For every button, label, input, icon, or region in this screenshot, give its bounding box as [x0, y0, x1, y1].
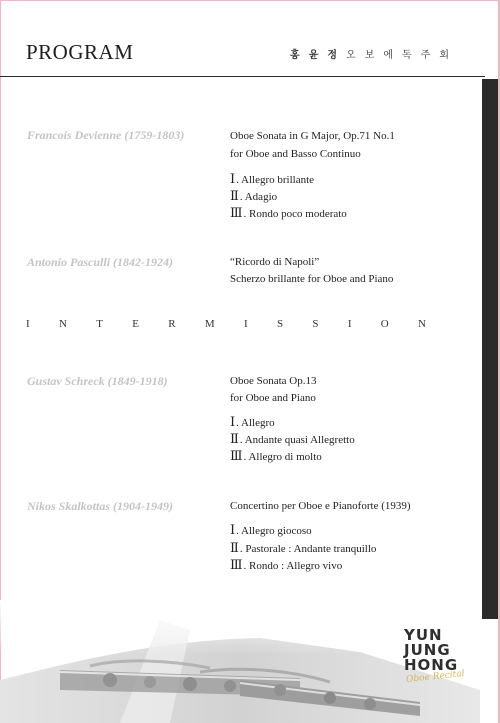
movement-item: [230, 431, 355, 447]
movement-item: [230, 540, 376, 556]
movement-text: . Andante quasi Allegretto: [239, 434, 355, 446]
movement-number: Ⅱ: [230, 540, 239, 555]
movement-number: Ⅲ: [230, 448, 243, 463]
composer-skalkottas: Nikos Skalkottas (1904-1949): [27, 499, 174, 513]
logo-line-jung: JUNG: [404, 641, 451, 659]
intermission-letter: S: [312, 318, 319, 330]
movement-number: Ⅰ: [230, 171, 236, 186]
movement-item: [230, 414, 275, 430]
piece-subtitle-line: for Oboe and Piano: [230, 392, 316, 404]
piece-subtitle-line: Scherzo brillante for Oboe and Piano: [230, 273, 394, 285]
movement-item: [230, 448, 322, 464]
recital-logo: [404, 626, 466, 686]
piece-subtitle-line: for Oboe and Basso Continuo: [230, 148, 361, 160]
logo-line-hong: HONG: [404, 656, 459, 674]
composer-schreck: Gustav Schreck (1849-1918): [27, 374, 168, 388]
movement-text: . Rondo poco moderato: [243, 208, 347, 220]
page-title: PROGRAM: [26, 40, 134, 64]
movement-text: . Allegro brillante: [236, 174, 315, 186]
intermission-letter: I: [244, 318, 248, 330]
movement-text: . Allegro giocoso: [236, 525, 312, 537]
intermission-letter: M: [204, 318, 215, 330]
piece-title-line: Oboe Sonata in G Major, Op.71 No.1: [230, 130, 395, 142]
intermission-letter: E: [132, 318, 139, 330]
movement-number: Ⅰ: [230, 414, 236, 429]
frame-top-border: [0, 0, 500, 1]
movement-number: Ⅲ: [230, 557, 243, 572]
movement-item: [230, 522, 312, 538]
header-divider: [0, 76, 485, 77]
piece-title-line: “Ricordo di Napoli”: [230, 256, 320, 268]
intermission-letter: S: [276, 318, 284, 330]
intermission-label: [26, 318, 426, 330]
intermission-letter: O: [380, 318, 389, 330]
movement-number: Ⅱ: [230, 188, 239, 203]
logo-line-yun: YUN: [404, 626, 443, 644]
movement-item: [230, 205, 347, 221]
logo-script-text: Oboe Recital: [405, 668, 466, 686]
movement-item: [230, 557, 342, 573]
movement-text: . Allegro di molto: [243, 451, 322, 463]
intermission-letter: N: [418, 318, 426, 330]
piece-title-line: Oboe Sonata Op.13: [230, 375, 317, 387]
piece-title-line: Concertino per Oboe e Pianoforte (1939): [230, 500, 411, 512]
intermission-letter: I: [26, 318, 30, 330]
performer-name: 홍윤정: [290, 50, 347, 61]
movement-number: Ⅱ: [230, 431, 239, 446]
intermission-letter: I: [347, 318, 352, 330]
movement-text: . Adagio: [239, 191, 278, 203]
composer-pasculli: Antonio Pasculli (1842-1924): [27, 255, 174, 269]
movement-number: Ⅲ: [230, 205, 243, 220]
movement-number: Ⅰ: [230, 522, 236, 537]
recital-name: 오보에독주회: [346, 50, 458, 61]
movement-text: . Allegro: [236, 417, 275, 429]
composer-devienne: Francois Devienne (1759-1803): [27, 128, 185, 142]
movement-item: [230, 188, 277, 204]
movement-text: . Rondo : Allegro vivo: [243, 560, 343, 572]
intermission-letter: R: [168, 318, 176, 330]
intermission-letter: T: [96, 318, 103, 330]
movement-item: [230, 171, 314, 187]
intermission-letter: N: [58, 318, 67, 330]
recital-subtitle: [290, 46, 458, 61]
movement-text: . Pastorale : Andante tranquillo: [239, 543, 377, 555]
side-accent-bar: [482, 79, 498, 619]
